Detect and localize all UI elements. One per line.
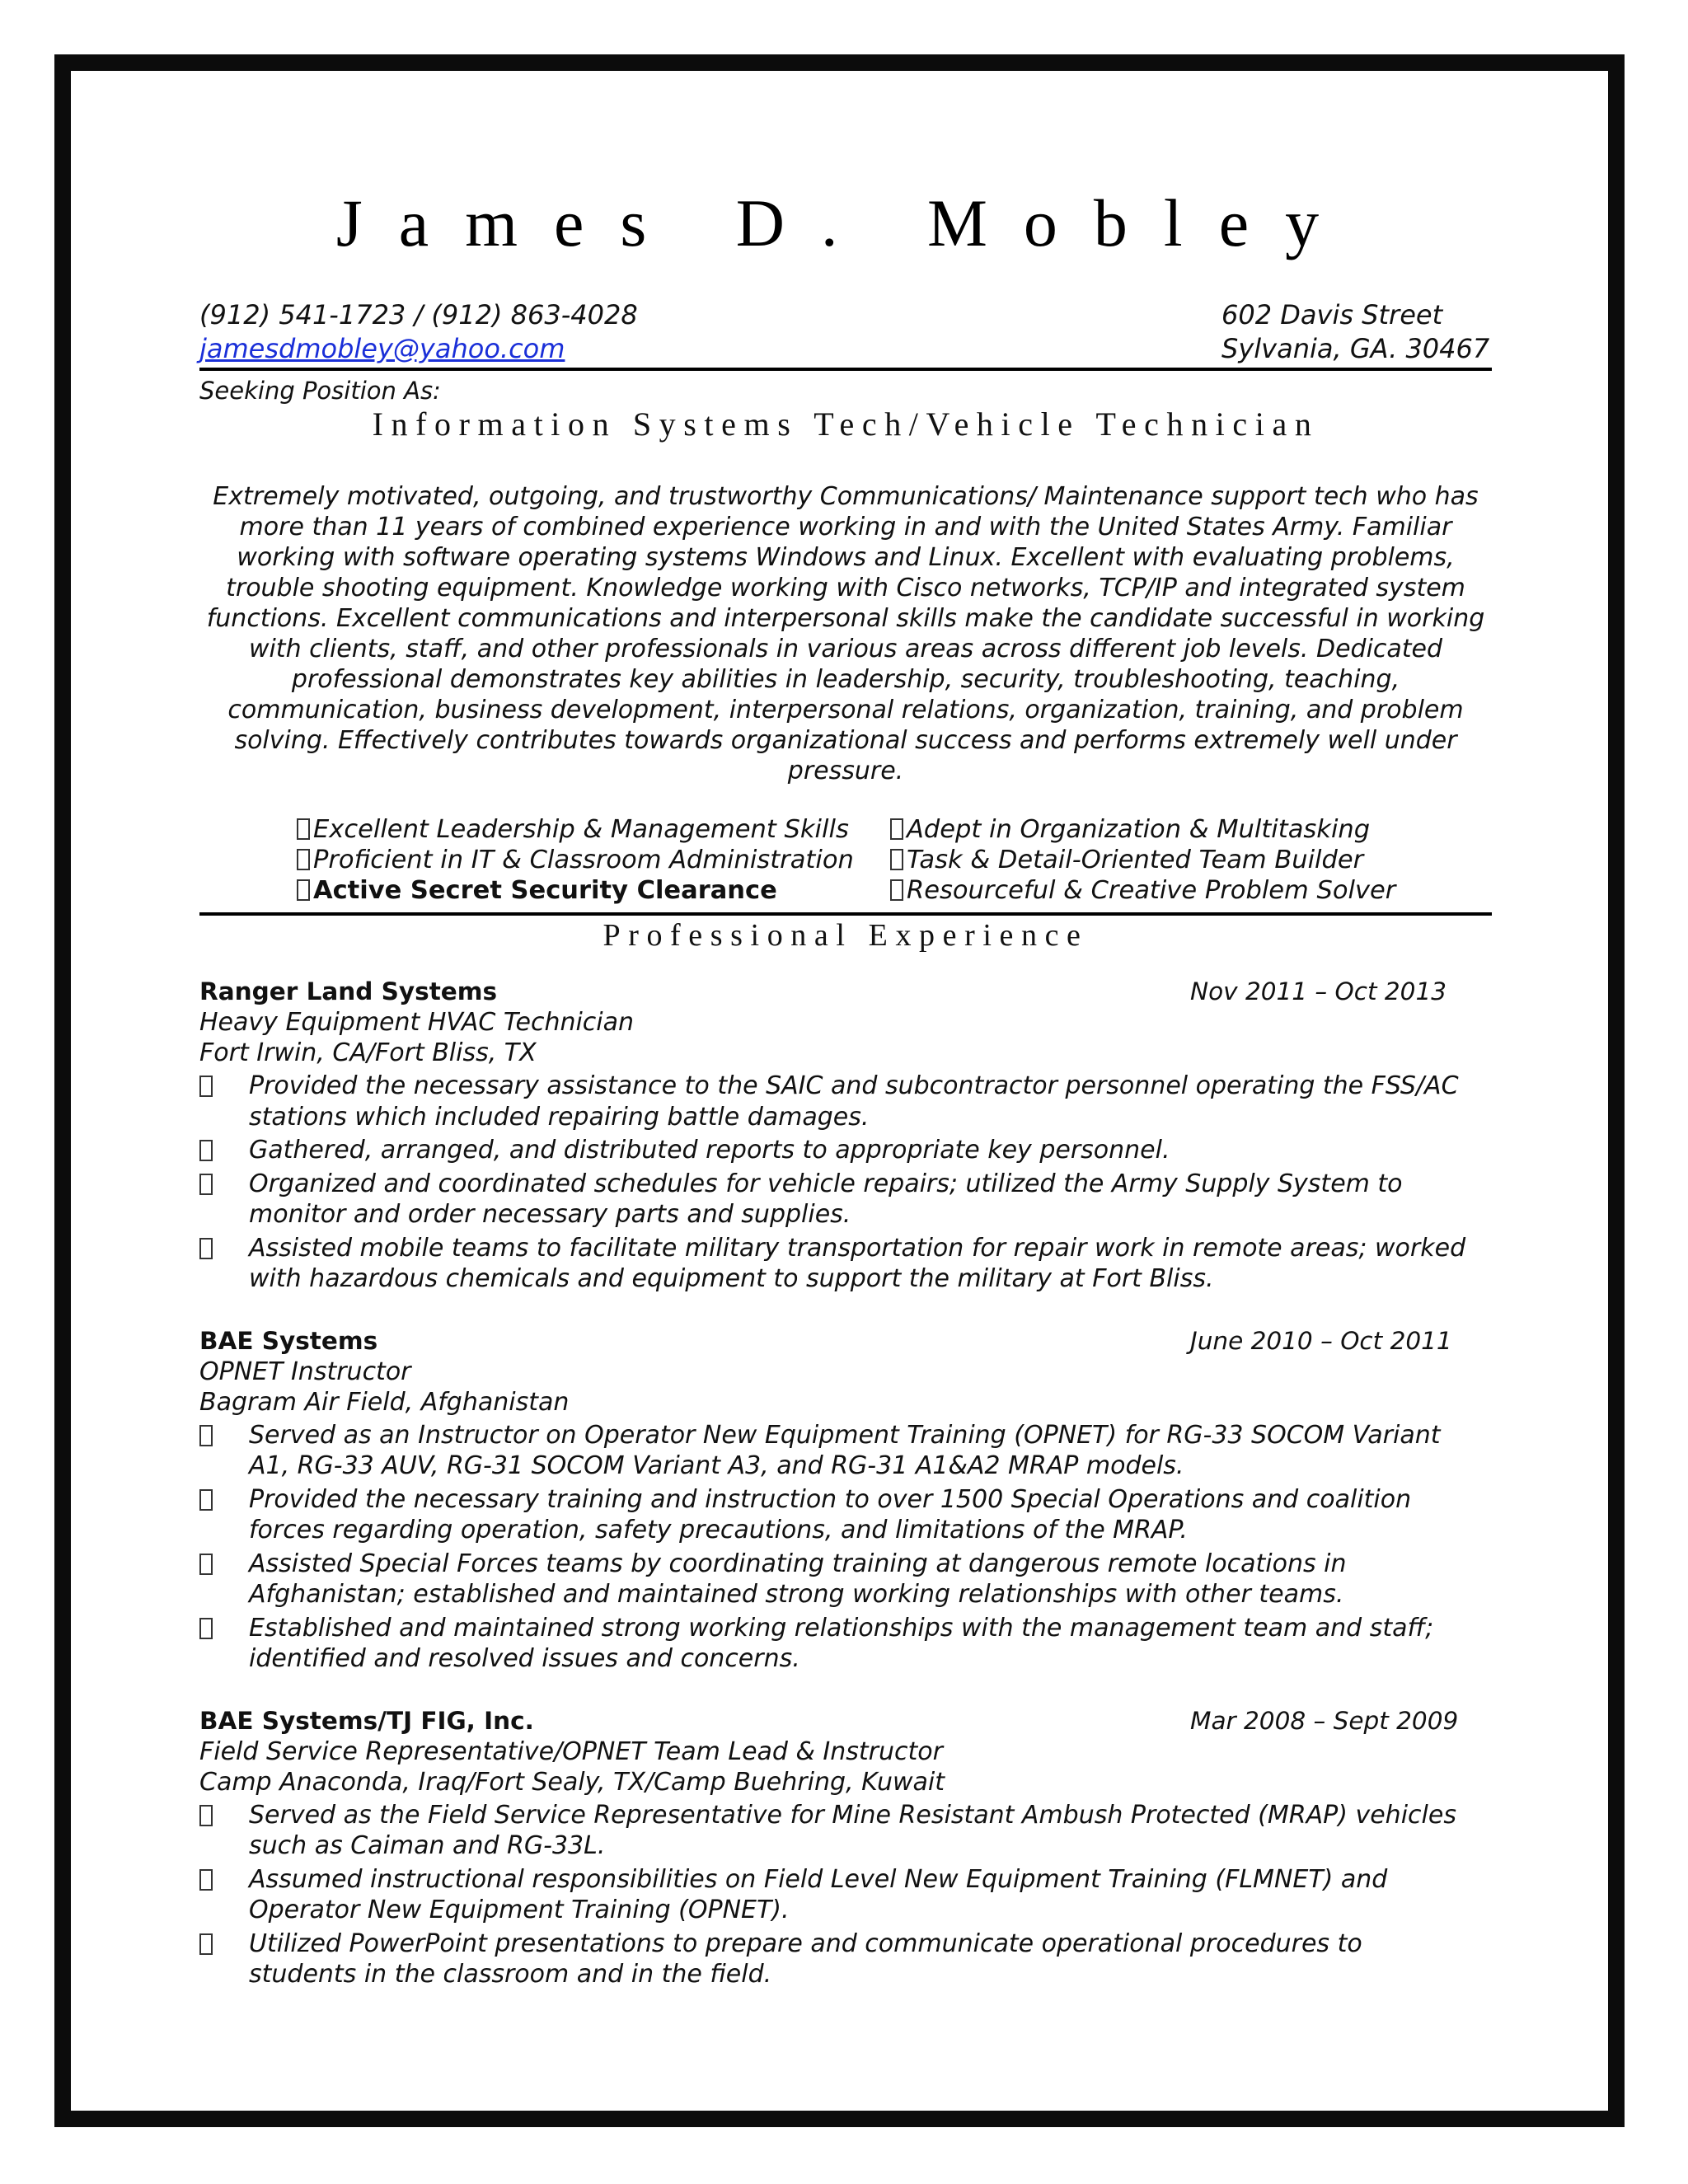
job-bullets xyxy=(199,1800,1492,1990)
skill-item xyxy=(297,875,890,906)
resume-page xyxy=(199,173,1492,1990)
company-name: Ranger Land Systems xyxy=(199,977,498,1005)
skill-label: Resourceful & Creative Problem Solver xyxy=(907,876,1396,905)
job-header xyxy=(199,1326,1492,1357)
phone-numbers: (912) 541-1723 / (912) 863-4028 xyxy=(199,299,638,330)
list-item xyxy=(199,1800,1492,1862)
bullet-text: Gathered, arranged, and distributed reports to appropriate key personnel. xyxy=(249,1136,1170,1165)
bullet-box-icon xyxy=(199,1174,213,1195)
job-bullets xyxy=(199,1071,1492,1295)
bullet-box-icon xyxy=(199,1076,213,1097)
job-entry xyxy=(199,1326,1492,1675)
contact-block xyxy=(199,298,1492,368)
job-location: Bagram Air Field, Afghanistan xyxy=(199,1387,570,1417)
skill-item xyxy=(890,814,1484,845)
job-bullets xyxy=(199,1420,1492,1675)
job-header xyxy=(199,1706,1492,1736)
bullet-text: Served as the Field Service Representative for Mine Resistant Ambush Protected (MRAP) vehicles such as Caiman and RG-33L. xyxy=(249,1800,1456,1860)
bullet-box-icon xyxy=(297,849,310,870)
skill-label: Proficient in IT & Classroom Administration xyxy=(313,846,854,874)
bullet-text: Organized and coordinated schedules for vehicle repairs; utilized the Army Supply System to monitor and order necessary parts and supplies. xyxy=(249,1169,1403,1229)
job-role: Heavy Equipment HVAC Technician xyxy=(199,1008,635,1037)
list-item xyxy=(199,1549,1492,1610)
job-location: Fort Irwin, CA/Fort Bliss, TX xyxy=(199,1038,537,1067)
skill-item xyxy=(890,875,1484,906)
list-item xyxy=(199,1169,1492,1230)
bullet-box-icon xyxy=(199,1425,213,1446)
email-link[interactable]: jamesdmobley@yahoo.com xyxy=(199,333,565,364)
skill-label: Adept in Organization & Multitasking xyxy=(907,815,1371,844)
summary-paragraph: Extremely motivated, outgoing, and trustworthy Communications/ Maintenance support tech who has more than 11 years of combined experience working in and with the United States Army. Familiar working with software operating systems Windows and Linux. Excellent with evaluating problems, trouble shooting equipment. Knowledge working with Cisco networks, TCP/IP and integrated system functions. Excellent communications and interpersonal skills make the candidate successful in working with clients, staff, and other professionals in various areas across different job levels. Dedicated professional demonstrates key abilities in leadership, security, troubleshooting, teaching, communication, business development, interpersonal relations, organization, training, and problem solving. Effectively contributes towards organizational success and performs extremely well under pressure. xyxy=(206,482,1485,785)
experience-section-title: Professional Experience xyxy=(603,918,1089,953)
list-item xyxy=(199,1484,1492,1546)
company-name: BAE Systems xyxy=(199,1326,378,1355)
skill-item xyxy=(297,845,890,875)
job-dates: Mar 2008 – Sept 2009 xyxy=(1190,1706,1459,1735)
bullet-text: Assisted mobile teams to facilitate military transportation for repair work in remote areas; worked with hazardous chemicals and equipment to support the military at Fort Bliss. xyxy=(249,1233,1466,1293)
job-location: Camp Anaconda, Iraq/Fort Sealy, TX/Camp Buehring, Kuwait xyxy=(199,1767,945,1797)
bullet-box-icon xyxy=(199,1489,213,1511)
job-entry xyxy=(199,1706,1492,1990)
job-entry xyxy=(199,977,1492,1295)
skills-grid xyxy=(297,814,1492,906)
experience-list xyxy=(199,977,1492,1990)
bullet-text: Established and maintained strong working relationships with the management team and staff; identified and resolved issues and concerns. xyxy=(249,1613,1434,1673)
job-dates: Nov 2011 – Oct 2013 xyxy=(1190,977,1447,1005)
list-item xyxy=(199,1929,1492,1990)
contact-address xyxy=(1221,298,1489,366)
bullet-box-icon xyxy=(297,818,310,840)
bullet-text: Utilized PowerPoint presentations to prepare and communicate operational procedures to students in the classroom and in the field. xyxy=(249,1929,1362,1989)
skill-label: Task & Detail-Oriented Team Builder xyxy=(907,846,1364,874)
target-position-title: Information Systems Tech/Vehicle Technician xyxy=(372,405,1320,443)
header-divider xyxy=(199,368,1492,371)
candidate-name: James D. Mobley xyxy=(335,185,1356,260)
bullet-box-icon xyxy=(199,1238,213,1259)
list-item xyxy=(199,1233,1492,1295)
bullet-box-icon xyxy=(199,1554,213,1575)
list-item xyxy=(199,1420,1492,1482)
bullet-box-icon xyxy=(199,1805,213,1826)
bullet-text: Served as an Instructor on Operator New Equipment Training (OPNET) for RG-33 SOCOM Variant A1, RG-33 AUV, RG-31 SOCOM Variant A3, and RG-31 A1&A2 MRAP models. xyxy=(249,1420,1441,1480)
bullet-box-icon xyxy=(199,1618,213,1639)
bullet-box-icon xyxy=(199,1140,213,1161)
bullet-text: Provided the necessary assistance to the SAIC and subcontractor personnel operating the FSS/AC stations which included repairing battle damages. xyxy=(249,1071,1459,1132)
bullet-box-icon xyxy=(199,1869,213,1891)
contact-left xyxy=(199,298,638,366)
bullet-text: Assumed instructional responsibilities on Field Level New Equipment Training (FLMNET) and Operator New Equipment Training (OPNET). xyxy=(249,1864,1388,1924)
bullet-text: Assisted Special Forces teams by coordinating training at dangerous remote locations in Afghanistan; established and maintained strong working relationships with other teams. xyxy=(249,1549,1347,1609)
bullet-box-icon xyxy=(199,1933,213,1955)
job-role: OPNET Instructor xyxy=(199,1357,411,1386)
bullet-box-icon xyxy=(297,879,310,901)
job-role: Field Service Representative/OPNET Team Lead & Instructor xyxy=(199,1736,943,1766)
skill-item xyxy=(297,814,890,845)
company-name: BAE Systems/TJ FIG, Inc. xyxy=(199,1706,534,1735)
job-header xyxy=(199,977,1492,1007)
bullet-text: Provided the necessary training and instruction to over 1500 Special Operations and coalition forces regarding operation, safety precautions, and limitations of the MRAP. xyxy=(249,1484,1412,1544)
list-item xyxy=(199,1864,1492,1926)
skill-label: Excellent Leadership & Management Skills xyxy=(313,815,849,844)
address-line-2: Sylvania, GA. 30467 xyxy=(1221,333,1490,364)
seeking-label: Seeking Position As: xyxy=(199,377,441,405)
skill-item xyxy=(890,845,1484,875)
list-item xyxy=(199,1071,1492,1132)
list-item xyxy=(199,1613,1492,1675)
bullet-box-icon xyxy=(890,879,903,901)
skill-label: Active Secret Security Clearance xyxy=(313,876,777,905)
bullet-box-icon xyxy=(890,818,903,840)
list-item xyxy=(199,1135,1492,1166)
job-dates: June 2010 – Oct 2011 xyxy=(1190,1326,1452,1355)
address-line-1: 602 Davis Street xyxy=(1221,299,1443,330)
bullet-box-icon xyxy=(890,849,903,870)
